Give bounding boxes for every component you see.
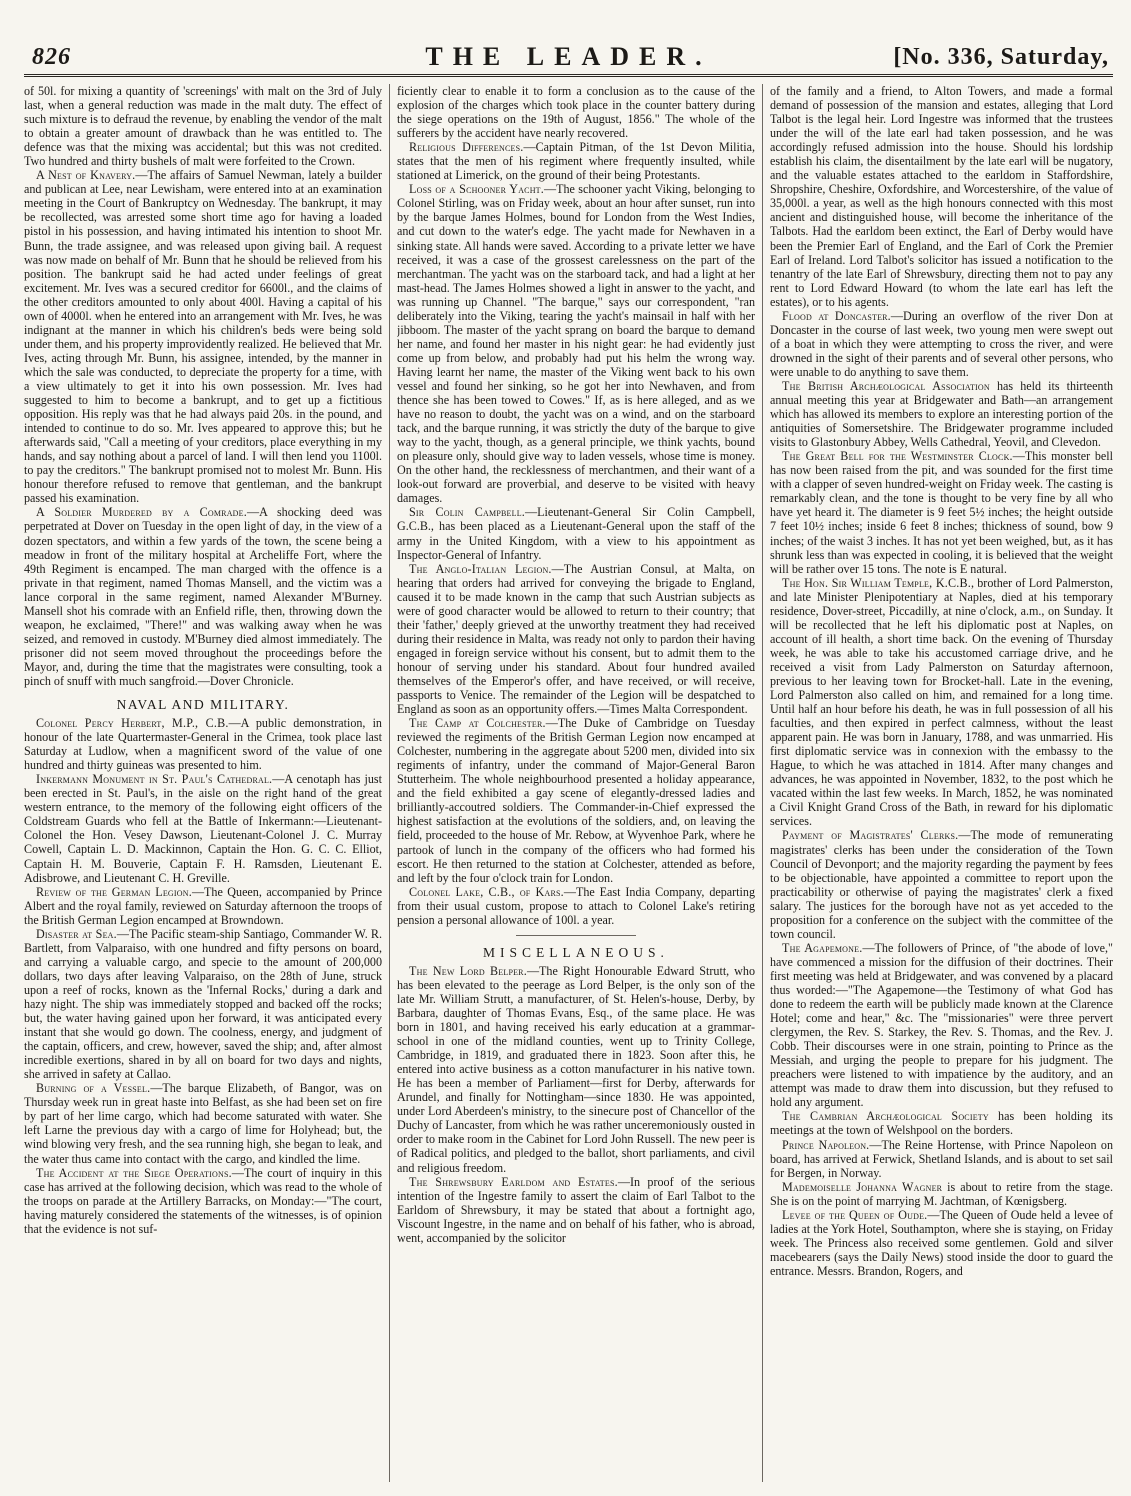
article-paragraph xyxy=(397,562,755,717)
article-paragraph xyxy=(397,964,755,1175)
article-paragraph xyxy=(397,885,755,927)
article-paragraph xyxy=(24,168,382,505)
article-paragraph xyxy=(397,182,755,505)
article-headline: Sir Colin Campbell. xyxy=(409,505,526,520)
issue-label: [No. 336, Saturday, xyxy=(893,44,1109,70)
article-text: ficiently clear to enable it to form a conclusion as to the cause of the explosion of the charges which took place in the counter battery during the siege operations on the 19th of August, 1856." The whole of the sufferers by the accident have nearly recovered. xyxy=(397,84,755,141)
masthead-title: THE LEADER. xyxy=(425,42,712,71)
article-text: has been holding its meetings at the town of Welshpool on the borders. xyxy=(770,1109,1113,1138)
article-headline: The Agapemone. xyxy=(782,940,863,955)
article-text: , brother of Lord Palmerston, and late Minister Plenipotentiary at Naples, died at his temporary residence, Dover-street, Piccadilly, at nine o'clock, a.m., on Sunday. It will be recollected that he left his diplomatic post at Naples, on account of ill health, a short time back. On the evening of Thursday week, he was able to take his accustomed carriage drive, and he received a visit from Lady Palmerston on Saturday afternoon, previous to her leaving town for Brocket-hall. Late in the evening, Lord Palmerston also called on him, and remained for a long time. Until half an hour before his death, he was in full possession of all his faculties, and then expired in perfect calmness, without the least apparent pain. He was born in January, 1788, and was unmarried. His first diplomatic service was in connexion with the embassy to the Hague, to which he was attached in 1814. After many changes and advances, he was appointed in November, 1832, to the post which he vacated within the last few weeks. In March, 1852, he was nominated a Civil Knight Grand Cross of the Bath, in reward for his diplomatic services. xyxy=(770,575,1113,829)
article-headline: Colonel Percy Herbert, M.P., C.B. xyxy=(36,716,229,731)
article-columns xyxy=(24,84,1113,1482)
article-headline: Payment of Magistrates' Clerks. xyxy=(782,828,959,843)
article-headline: Flood at Doncaster. xyxy=(782,308,891,323)
article-headline: Levee of the Queen of Oude. xyxy=(782,1207,928,1222)
article-paragraph xyxy=(24,885,382,927)
article-headline: The Great Bell for the Westminster Clock. xyxy=(782,449,1013,464)
article-headline: The British Archæological Association xyxy=(782,378,990,393)
column-rule xyxy=(389,84,390,1482)
page-header xyxy=(24,42,1113,77)
article-headline: Disaster at Sea. xyxy=(36,926,117,941)
article-paragraph xyxy=(770,828,1113,940)
article-text: —The followers of Prince, of "the abode of love," have commenced a mission for the diffusion of their doctrines. Their first meeting was held at Bridgewater, and was convened by a placard thus worded:—"The Agapemone—the Testimony of what God has done to redeem the earth will be publicly made known at the Clarence Hotel; come and hear," &c. The "missionaries" were three pervert clergymen, the Rev. S. Starkey, the Rev. S. Thomas, and the Rev. J. Cobb. Their discourses were in one strain, pointing to Prince as the Messiah, and urging the people to prepare for his judgment. The preachers were listened to with impatience by the auditory, and an attempt was made to draw them into discussion, but they refused to hold any argument. xyxy=(770,940,1113,1110)
article-paragraph xyxy=(770,379,1113,449)
article-paragraph xyxy=(397,716,755,885)
article-headline: The Camp at Colchester. xyxy=(409,716,546,731)
article-headline: Inkermann Monument in St. Paul's Cathedral. xyxy=(36,772,273,787)
article-paragraph xyxy=(770,449,1113,575)
article-text: —The Right Honourable Edward Strutt, who has been elevated to the peerage as Lord Belper, is the only son of the late Mr. William Strutt, a manufacturer, of St. Helen's-house, Derby, by Barbara, daughter of Thomas Evans, Esq., of the same place. He was born in 1801, and having received his early education at a grammar-school in one of the midland counties, went up to Trinity College, Cambridge, in 1819, and graduated there in 1823. Soon after this, he entered into active business as a cotton manufacturer in his native town. He has been a member of Parliament—first for Derby, afterwards for Arundel, and finally for Nottingham—since 1830. He was appointed, under Lord Aberdeen's ministry, to the sinecure post of Chancellor of the Duchy of Lancaster, from which he was rather unceremoniously ousted in order to make room in the Cabinet for Lord John Russell. The new peer is of Radical politics, and pledged to the ballot, short parliaments, and civil and religious freedom. xyxy=(397,963,755,1175)
column-rule xyxy=(762,84,763,1482)
article-headline: The Cambrian Archæological Society xyxy=(782,1109,989,1124)
article-headline: The New Lord Belper. xyxy=(409,963,527,978)
article-paragraph xyxy=(770,84,1113,309)
article-headline: The Anglo-Italian Legion. xyxy=(409,561,552,576)
article-paragraph xyxy=(24,716,382,772)
article-paragraph xyxy=(397,1175,755,1245)
article-paragraph xyxy=(770,1109,1113,1137)
column-3 xyxy=(770,84,1113,1482)
article-paragraph xyxy=(397,84,755,140)
article-text: —Captain Pitman, of the 1st Devon Militia, states that the men of his regiment where frequently insulted, while stationed at Limerick, on the ground of their being Protestants. xyxy=(397,140,755,183)
article-paragraph xyxy=(24,505,382,688)
article-paragraph xyxy=(397,140,755,182)
article-headline: Review of the German Legion. xyxy=(36,884,192,899)
article-headline: Mademoiselle Johanna Wagner xyxy=(782,1179,943,1194)
article-headline: Religious Differences. xyxy=(409,140,524,155)
article-text: —The court of inquiry in this case has arrived at the following decision, which was read to the whole of the troops on parade at the Artillery Barracks, on Monday:—"The court, having maturely considered the statements of the witnesses, is of opinion that the evidence is not suf- xyxy=(24,1165,382,1236)
article-headline: A Soldier Murdered by a Comrade. xyxy=(36,505,247,520)
article-text: —A public demonstration, in honour of the late Quartermaster-General in the Crimea, took place last Saturday at Ludlow, when a magnificent sword of the value of one hundred and thirty guineas was presented to him. xyxy=(24,716,382,773)
article-text: of 50l. for mixing a quantity of 'screenings' with malt on the 3rd of July last, when a general reduction was made in the malt duty. The effect of such mixture is to defraud the revenue, by enabling the vendor of the malt to obtain a greater amount of drawback than he was entitled to. The defence was that the mixing was accidental; but this was not credited. Two hundred and thirty bushels of malt were forfeited to the Crown. xyxy=(24,84,382,169)
article-text: —A cenotaph has just been erected in St. Paul's, in the aisle on the right hand of the great western entrance, to the memory of the following eight officers of the Coldstream Guards who fell at the Battle of Inkermann:—Lieutenant-Colonel the Hon. Vesey Dawson, Lieutenant-Colonel J. C. Murray Cowell, Captain L. D. Mackinnon, Captain the Hon. G. C. C. Elliot, Captain H. M. Bouverie, Captain F. H. Ramsden, Lieutenant E. Adisbrowe, and Lieutenant C. H. Greville. xyxy=(24,772,382,885)
article-text: —The Austrian Consul, at Malta, on hearing that orders had arrived for conveying the brigade to England, caused it to be made known in the camp that such Austrian subjects as were of good character would be allowed to return to their country; that their 'father,' deeply grieved at the unworthy treatment they had received during their residence in Malta, was ready not only to pardon their having engaged in foreign service without his consent, but to admit them to the honour of serving under his standard. About four hundred availed themselves of the Emperor's offer, and have received, or will receive, passports to Venice. The remainder of the Legion will be despatched to England as soon as an opportunity offers.—Times Malta Correspondent. xyxy=(397,561,755,717)
section-heading: NAVAL AND MILITARY. xyxy=(116,697,290,713)
section-heading: MISCELLANEOUS. xyxy=(483,944,669,960)
article-text: is about to retire from the stage. She is on the point of marrying M. Jachtman, of Kœnigsberg. xyxy=(770,1179,1113,1208)
article-text: of the family and a friend, to Alton Towers, and made a formal demand of possession of the mansion and estates, alleging that Lord Talbot is the legal heir. Lord Ingestre was informed that the trustees under the will of the late earl had taken possession, and he was accordingly refused admission into the house. Should his lordship establish his claim, the disentailment by the late earl will be nugatory, and the valuable estates attached to the earldom in Staffordshire, Shropshire, Cheshire, Oxfordshire, and Worcestershire, of the value of 35,000l. a year, as well as the high honours connected with this most ancient and distinguished house, will become the inheritance of the Talbots. Had the earldom been extinct, the Earl of Derby would have been the Premier Earl of England, and the Earl of Cork the Premier Earl of Ireland. Lord Talbot's solicitor has issued a notification to the tenantry of the late Earl of Shrewsbury, directing them not to pay any rent to Lord Edward Howard (to whom the late earl has left the estates), or to his agents. xyxy=(770,84,1113,309)
article-paragraph xyxy=(770,941,1113,1110)
article-headline: Colonel Lake, C.B., of Kars. xyxy=(409,884,564,899)
article-text: —The mode of remunerating magistrates' clerks has been under the consideration of the Town Council of Devonport; and the majority regarding the payment by fees to be objectionable, have appointed a committee to report upon the practicability or otherwise of paying the magistrates' clerk a fixed salary. The justices for the borough have not as yet acceded to the proposition for a conference on the subject with the committee of the town council. xyxy=(770,828,1113,941)
section-divider xyxy=(516,935,636,936)
article-paragraph xyxy=(24,772,382,884)
article-headline: Loss of a Schooner Yacht. xyxy=(409,182,544,197)
article-headline: The Hon. Sir William Temple, K.C.B. xyxy=(782,575,971,590)
article-paragraph xyxy=(770,1138,1113,1180)
article-paragraph xyxy=(24,927,382,1082)
article-text: —The East India Company, departing from their usual custom, propose to attach to Colonel Lake's retiring pension a personal allowance of 100l. a year. xyxy=(397,884,755,927)
article-text: —The affairs of Samuel Newman, lately a builder and publican at Lee, near Lewisham, were entered into at an examination meeting in the Court of Bankruptcy on Wednesday. The bankrupt, it may be recollected, was arrested some short time ago for having a loaded pistol in his possession, and having intimated his intention to shoot Mr. Bunn, the trade assignee, and was released upon giving bail. A request was now made on behalf of Mr. Bunn that he should be relieved from his position. The bankrupt said he had acted under feelings of great excitement. Mr. Ives was a secured creditor for 6600l., and the claims of the other creditors amounted to only about 400l. Having a capital of his own of 4000l. when he entered into an arrangement with Mr. Ives, he was indignant at the manner in which his children's beds were being sold under them, and his property improvidently realized. He believed that Mr. Ives, acting through Mr. Bunn, his assignee, intended, by the manner in which the sale was conducted, to depreciate the property for a time, with a view ultimately to get it into his own possession. Mr. Ives had suggested to him to become a bankrupt, and to get up a fictitious opposition. His reply was that he had always paid 20s. in the pound, and intended to continue to do so. Mr. Ives appeared to approve this; but he afterwards said, "Call a meeting of your creditors, place everything in my hands, and say nothing about a parcel of land. I will then lend you 1100l. to pay the creditors." The bankrupt promised not to molest Mr. Bunn. His honour therefore refused to remove that gentleman, and the bankrupt passed his examination. xyxy=(24,168,382,506)
article-headline: The Accident at the Siege Operations. xyxy=(36,1165,232,1180)
article-headline: A Nest of Knavery. xyxy=(36,168,136,183)
article-text: —During an overflow of the river Don at Doncaster in the course of last week, two young men were swept out of a boat in which they were attempting to cross the river, and were drowned in the sight of their parents and of several other persons, who were unable to do anything to save them. xyxy=(770,308,1113,379)
article-paragraph xyxy=(770,1208,1113,1278)
article-headline: The Shrewsbury Earldom and Estates. xyxy=(409,1174,618,1189)
article-headline: Burning of a Vessel. xyxy=(36,1081,151,1096)
article-paragraph xyxy=(24,1081,382,1165)
article-text: —The Duke of Cambridge on Tuesday reviewed the regiments of the British German Legion now encamped at Colchester, numbering in the aggregate about 5200 men, divided into six regiments of infantry, under the command of Major-General Baron Stutterheim. The whole neighbourhood presented a holiday appearance, and the field exhibited a gay scene of elegantly-dressed ladies and brilliantly-accoutred soldiers. The Commander-in-Chief expressed the highest satisfaction at the evolutions of the soldiers, and, on leaving the field, proceeded to the house of Mr. Rebow, at Wyvenhoe Park, where he partook of lunch in the company of the officers who had formed his escort. He then returned to the station at Colchester, attended as before, and left by the four o'clock train for London. xyxy=(397,716,755,885)
article-text: —In proof of the serious intention of the Ingestre family to assert the claim of Earl Talbot to the Earldom of Shrewsbury, it may be stated that about a fortnight ago, Viscount Ingestre, in the name and on behalf of his father, who is abroad, went, accompanied by the solicitor xyxy=(397,1174,755,1245)
article-paragraph xyxy=(397,505,755,561)
article-paragraph xyxy=(24,84,382,168)
article-text: —The Queen, accompanied by Prince Albert and the royal family, reviewed on Saturday afternoon the troops of the British German Legion encamped at Browndown. xyxy=(24,884,382,927)
article-text: has held its thirteenth annual meeting this year at Bridgewater and Bath—an arrangement which has allowed its members to explore an interesting portion of the antiquities of Somersetshire. The Bridgewater programme included visits to Glastonbury Abbey, Wells Cathedral, Yeovil, and Clevedon. xyxy=(770,378,1113,450)
article-paragraph xyxy=(770,1180,1113,1208)
article-text: —Lieutenant-General Sir Colin Campbell, G.C.B., has been placed as a Lieutenant-General upon the staff of the army in the United Kingdom, with a view to his appointment as Inspector-General of Infantry. xyxy=(397,505,755,562)
article-text: —The barque Elizabeth, of Bangor, was on Thursday week run in great haste into Belfast, as she had been set on fire by part of her lime cargo, which had become saturated with water. She left Larne the previous day with a cargo of lime for Holyhead; but, the wind blowing very fresh, and the sea running high, she began to leak, and the water thus came into contact with the cargo, and kindled the lime. xyxy=(24,1081,382,1166)
article-text: —The Pacific steam-ship Santiago, Commander W. R. Bartlett, from Valparaiso, with one hundred and fifty persons on board, and carrying a valuable cargo, and specie to the amount of 200,000 dollars, two days after leaving Valparaiso, on the 28th of June, struck upon a reef of rocks, known as the 'Infernal Rocks,' during a dark and hazy night. The ship was immediately stopped and backed off the rocks; but, the water having gained upon her forward, it was anticipated every instant that she would go down. The coolness, energy, and judgment of the captain, officers, and crew, however, saved the ship; and, after almost incredible exertions, shared in by all on board for two days and nights, she arrived in safety at Callao. xyxy=(24,926,382,1082)
article-text: —The schooner yacht Viking, belonging to Colonel Stirling, was on Friday week, about an hour after sunset, run into by the barque James Holmes, bound for London from the West Indies, and cut down to the water's edge. The yacht made for Newhaven in a sinking state. All hands were saved. According to a private letter we have received, it was a case of the grossest carelessness on the part of the merchantman. The yacht was on the starboard tack, and had a light at her mast-head. The James Holmes showed a light in answer to the yacht, and was running up Channel. "The barque," says our correspondent, "ran deliberately into the Viking, tearing the yacht's mainsail in half with her jibboom. The master of the yacht sprang on board the barque to demand her name, and found her master in his night gear: he had evidently just come up from below, and probably had put his helm the wrong way. Having learnt her name, the master of the Viking went back to his own vessel and found her sinking, so he got her into Newhaven, and from thence she has been towed to Cowes." If, as is here alleged, and as we have no reason to doubt, the yacht was on a wind, and on the starboard tack, and the barque running, it was strictly the duty of the barque to give way to the yacht, though, as a general principle, we think yachts, bound on pleasure only, should give way to laden vessels, whose time is money. On the other hand, the recklessness of merchantmen, and their want of a look-out forward are proverbial, and deserve to be visited with heavy damages. xyxy=(397,182,755,506)
column-1 xyxy=(24,84,382,1482)
article-paragraph xyxy=(770,309,1113,379)
article-headline: Prince Napoleon. xyxy=(782,1137,870,1152)
article-text: —A shocking deed was perpetrated at Dover on Tuesday in the open light of day, in the view of a dozen spectators, and within a few yards of the town, the scene being a meadow in front of the military hospital at Archeliffe Fort, where the 49th Regiment is encamped. The man charged with the offence is a private in that regiment, named Thomas Mansell, and the victim was a lance corporal in the same regiment, named Alexander M'Burney. Mansell shot his comrade with an Enfield rifle, then, throwing down the weapon, he exclaimed, "There!" and was walking away when he was seized, and removed in custody. M'Burney died almost immediately. The prisoner did not seem moved throughout the proceedings before the Mayor, and, during the time that the magistrates were consulting, took a pinch of snuff with much sangfroid.—Dover Chronicle. xyxy=(24,505,382,688)
article-text: —This monster bell has now been raised from the pit, and was sounded for the first time with a clapper of seven hundred-weight on Friday week. The casting is remarkably clean, and the tone is thought to be very fine by all who have yet heard it. The diameter is 9 feet 5½ inches; the height outside 7 feet 10½ inches; inside 6 feet 8 inches; thickness of sound, bow 9 inches; of the waist 3 inches. It has not yet been weighed, but, as it has shrunk less than was expected in cooling, it is believed that the weight will be rather over 15 tons. The note is E natural. xyxy=(770,449,1113,576)
article-paragraph xyxy=(24,1166,382,1236)
article-paragraph xyxy=(770,576,1113,829)
article-text: —The Queen of Oude held a levee of ladies at the York Hotel, Southampton, where she is staying, on Friday week. The Princess also received some gentlemen. Gold and silver macebearers (says the Daily News) stood inside the door to guard the entrance. Messrs. Brandon, Rogers, and xyxy=(770,1207,1113,1278)
page-number: 826 xyxy=(32,44,71,70)
column-2 xyxy=(397,84,755,1482)
article-text: —The Reine Hortense, with Prince Napoleon on board, has arrived at Ferwick, Shetland Islands, and is about to set sail for Bergen, in Norway. xyxy=(770,1137,1113,1180)
